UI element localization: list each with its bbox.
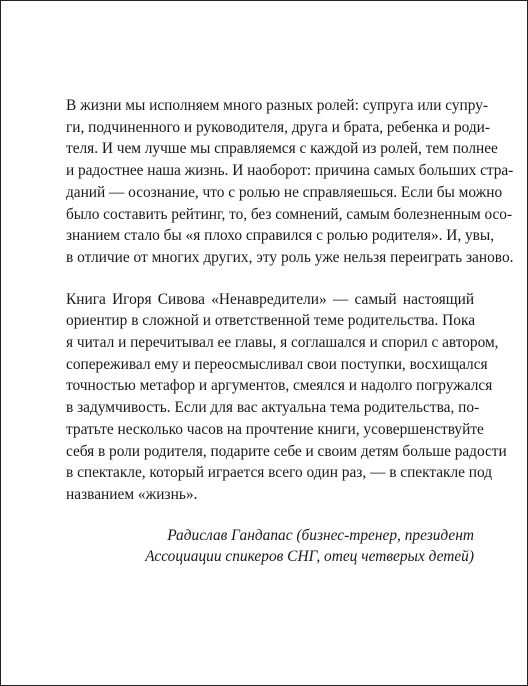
text-line: знанием стало бы «я плохо справился с ролью родителя». И, увы, — [66, 227, 495, 245]
text-line: сопереживал ему и переосмысливал свои поступки, восхищался — [66, 355, 488, 373]
signature — [66, 525, 474, 568]
text-line: в задумчивость. Если для вас актуальна тема родительства, по- — [66, 399, 480, 417]
text-line: и радостнее наша жизнь. И наоборот: причина самых больших стра- — [66, 162, 514, 180]
signature-line: Радислав Гандапас (бизнес-тренер, президент — [167, 526, 474, 544]
text-line: было составить рейтинг, то, без сомнений, самым болезненным осо- — [66, 205, 513, 223]
paragraph-book-review — [66, 289, 507, 506]
text-line: Книга Игоря Сивова «Ненавредители» — самый настоящий — [66, 290, 475, 308]
text-block — [66, 95, 514, 568]
text-line: точностью метафор и аргументов, смеялся и надолго погружался — [66, 377, 493, 395]
text-line: в спектакле, который играется всего один раз, — в спектакле под — [66, 464, 493, 482]
text-line: ги, подчиненного и руководителя, друга и брата, ребенка и роди- — [66, 118, 491, 136]
text-line: ориентир в сложной и ответственной теме родительства. Пока — [66, 312, 476, 330]
text-line: себя в роли родителя, подарите себе и своим детям больше радости — [66, 442, 507, 460]
text-line: в отличие от многих других, эту роль уже нельзя переиграть заново. — [66, 248, 514, 266]
paragraph-intro — [66, 95, 514, 269]
text-line: даний — осознание, что с ролью не справляешься. Если бы можно — [66, 183, 503, 201]
text-line: я читал и перечитывал ее главы, я соглашался и спорил с автором, — [66, 334, 499, 352]
text-line: тратьте несколько часов на прочтение книги, усовершенствуйте — [66, 420, 484, 438]
text-line: В жизни мы исполняем много разных ролей: супруга или супру- — [66, 97, 489, 114]
signature-line: Ассоциации спикеров СНГ, отец четверых детей) — [145, 548, 474, 566]
text-line: теля. И чем лучше мы справляемся с каждой из ролей, тем полнее — [66, 140, 498, 158]
text-line: названием «жизнь». — [66, 485, 198, 503]
